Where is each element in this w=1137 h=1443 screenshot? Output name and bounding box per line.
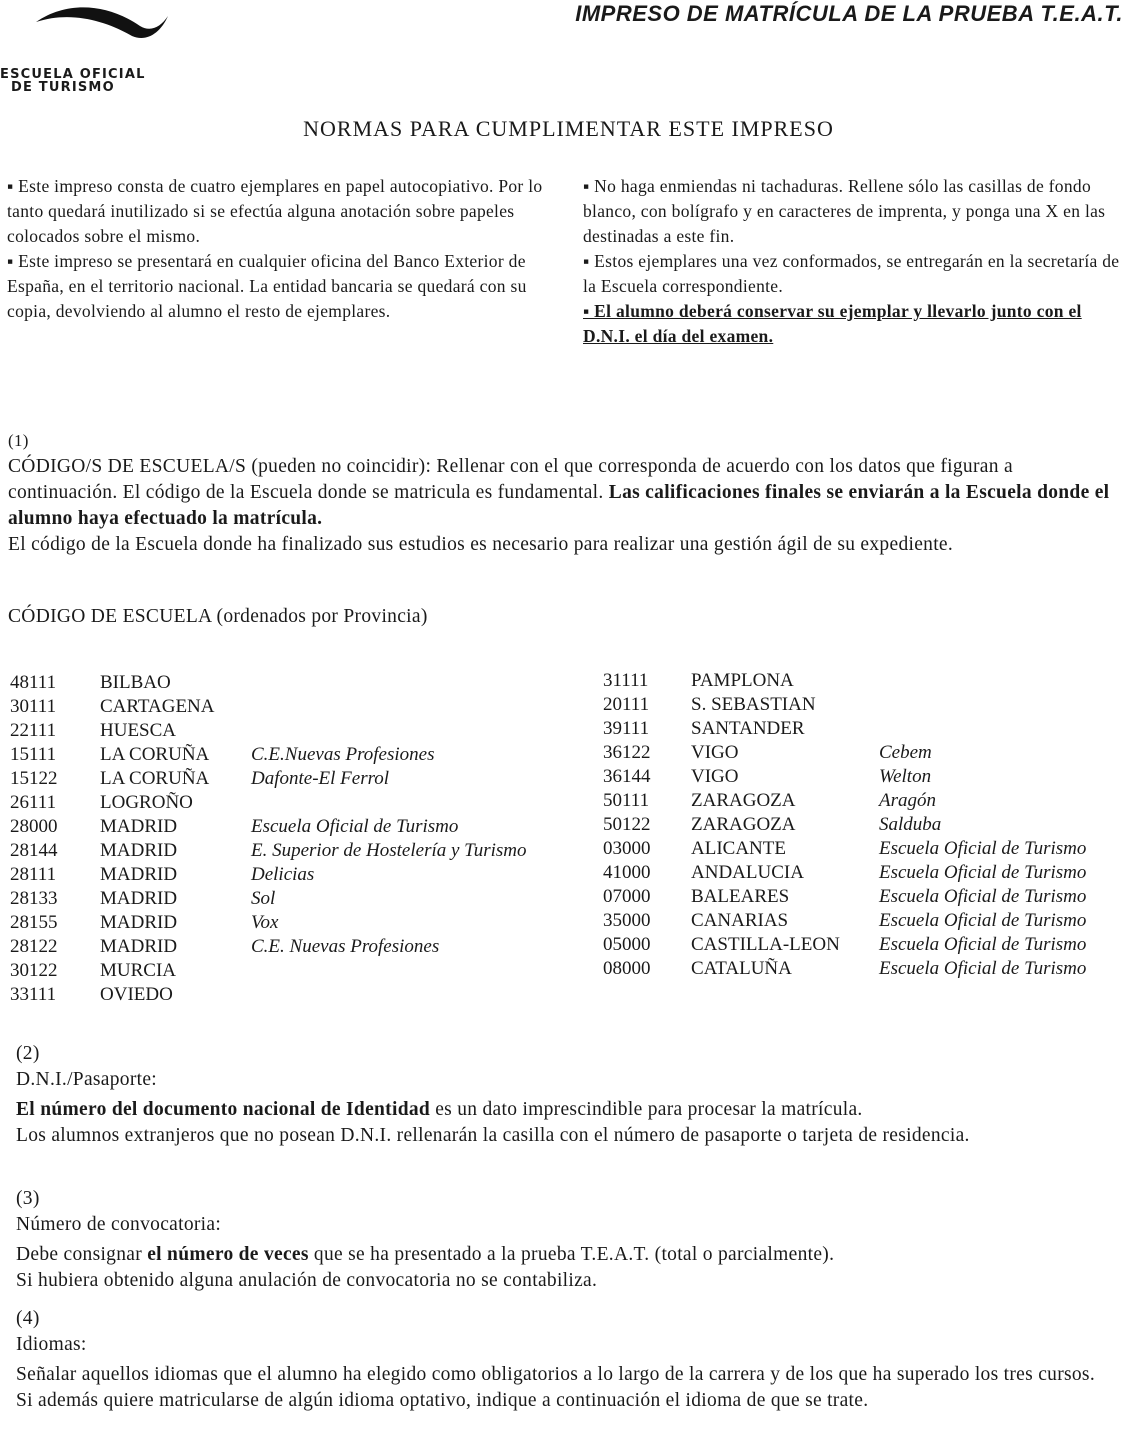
rule-paragraph: ▪ Este impreso consta de cuatro ejemplares en papel autocopiativo. Por lo tanto quedará inutilizado si se efectúa alguna anotación sobre papeles colocados sobre el mismo. [7,176,543,246]
list-item [603,837,1123,861]
section-2-text [16,1097,1131,1123]
school-code: 28111 [10,864,57,885]
school-city: MADRID [100,888,178,909]
school-code: 08000 [603,958,651,979]
school-city: VIGO [691,766,739,787]
school-city: OVIEDO [100,984,173,1005]
list-item [10,815,580,839]
school-name: Delicias [251,864,315,885]
rules-left-column [7,174,547,324]
list-item [603,885,1123,909]
list-item [603,693,1123,717]
form-title: IMPRESO DE MATRÍCULA DE LA PRUEBA T.E.A.T. [575,1,1123,26]
section-number: (3) [16,1188,40,1209]
list-item [10,959,580,983]
section-label: Número de convocatoria: [16,1214,222,1235]
school-code: 05000 [603,934,651,955]
school-name: Escuela Oficial de Turismo [879,958,1087,979]
section-4-text-b: Si además quiere matricularse de algún idioma optativo, indique a continuación el idioma de que se trate. [16,1390,869,1411]
list-item [603,861,1123,885]
school-code: 03000 [603,838,651,859]
school-city: ALICANTE [691,838,786,859]
logo [0,0,190,100]
school-code: 50111 [603,790,650,811]
list-item [603,813,1123,837]
school-code: 28155 [10,912,58,933]
logo-line-1: ESCUELA OFICIAL [0,67,146,82]
section-1-text-bold: Las calificaciones finales se enviarán a la Escuela donde el alumno haya efectuado la matrícula. [8,482,1110,529]
section-3-bold: el número de veces [147,1244,309,1265]
section-3-post: que se ha presentado a la prueba T.E.A.T. (total o parcialmente). [308,1244,835,1265]
section-number: (4) [16,1308,40,1329]
school-name: Escuela Oficial de Turismo [251,816,459,837]
school-code: 15122 [10,768,58,789]
school-city: HUESCA [100,720,177,741]
list-item [603,933,1123,957]
section-3-text [16,1242,1131,1268]
list-item [10,863,580,887]
school-city: MADRID [100,840,178,861]
list-item [10,671,580,695]
list-item [10,767,580,791]
rule-paragraph: ▪ Este impreso se presentará en cualquier oficina del Banco Exterior de España, en el territorio nacional. La entidad bancaria se quedará con su copia, devolviendo al alumno el resto de ejemplares. [7,251,527,321]
list-item [603,741,1123,765]
school-city: S. SEBASTIAN [691,694,816,715]
school-code: 36122 [603,742,651,763]
list-item [10,791,580,815]
school-code: 31111 [603,670,649,691]
logo-line-2: DE TURISMO [11,80,115,95]
list-item [10,935,580,959]
section-number: (1) [8,431,29,450]
school-city: MADRID [100,936,178,957]
school-code: 30111 [10,696,57,717]
school-code: 28133 [10,888,58,909]
school-code: 41000 [603,862,651,883]
school-name: C.E.Nuevas Profesiones [251,744,435,765]
section-2 [16,1041,1131,1149]
school-city: BALEARES [691,886,790,907]
school-city: ANDALUCIA [691,862,804,883]
school-list-left [10,671,580,1007]
school-list-right [603,669,1123,981]
school-name: Salduba [879,814,942,835]
list-item [10,839,580,863]
school-code: 15111 [10,744,57,765]
school-name: Escuela Oficial de Turismo [879,910,1087,931]
school-code: 48111 [10,672,57,693]
section-label: Idiomas: [16,1334,87,1355]
school-code: 22111 [10,720,57,741]
school-city: LOGROÑO [100,792,193,813]
school-city: SANTANDER [691,718,805,739]
school-code: 20111 [603,694,650,715]
rule-paragraph: ▪ No haga enmiendas ni tachaduras. Rellene sólo las casillas de fondo blanco, con bolígrafo y en caracteres de imprenta, y ponga una X en las destinadas a este fin. [583,176,1106,246]
section-3-text-b: Si hubiera obtenido alguna anulación de convocatoria no se contabiliza. [16,1270,598,1291]
school-city: VIGO [691,742,739,763]
school-city: MADRID [100,864,178,885]
school-city: CANARIAS [691,910,789,931]
school-code: 30122 [10,960,58,981]
school-list-title: CÓDIGO DE ESCUELA (ordenados por Provincia) [8,606,428,627]
school-name: Aragón [879,790,936,811]
school-name: Escuela Oficial de Turismo [879,862,1087,883]
school-code: 36144 [603,766,651,787]
school-name: Cebem [879,742,932,763]
rule-paragraph-important: ▪ El alumno deberá conservar su ejemplar y llevarlo junto con el D.N.I. el día del examen. [583,301,1082,346]
list-item [603,717,1123,741]
school-code: 28122 [10,936,58,957]
section-1-text-b: El código de la Escuela donde ha finalizado sus estudios es necesario para realizar una gestión ágil de su expediente. [8,534,954,555]
list-item [603,669,1123,693]
list-item [603,789,1123,813]
school-city: ZARAGOZA [691,814,796,835]
school-code: 07000 [603,886,651,907]
list-item [10,983,580,1007]
section-4-text-a: Señalar aquellos idiomas que el alumno ha elegido como obligatorios a lo largo de la carrera y de los que ha superado los tres cursos. [16,1364,1095,1385]
school-name: E. Superior de Hostelería y Turismo [251,840,527,861]
school-city: LA CORUÑA [100,744,210,765]
school-code: 39111 [603,718,650,739]
section-3-pre: Debe consignar [16,1244,148,1265]
rule-paragraph: ▪ Estos ejemplares una vez conformados, se entregarán en la secretaría de la Escuela correspondiente. [583,251,1120,296]
school-name: Vox [251,912,279,933]
section-3 [16,1186,1131,1294]
section-4 [16,1306,1131,1414]
school-city: BILBAO [100,672,171,693]
school-city: CARTAGENA [100,696,215,717]
school-code: 26111 [10,792,57,813]
school-code: 35000 [603,910,651,931]
list-item [603,957,1123,981]
school-code: 28000 [10,816,58,837]
page-heading: NORMAS PARA CUMPLIMENTAR ESTE IMPRESO [303,116,834,141]
school-code: 28144 [10,840,58,861]
list-item [10,719,580,743]
section-1-text [8,454,1123,532]
school-city: MURCIA [100,960,177,981]
list-item [603,765,1123,789]
logo-swoosh-icon [28,0,178,44]
school-name: Sol [251,888,276,909]
list-item [10,887,580,911]
school-city: PAMPLONA [691,670,794,691]
section-1 [8,428,1123,558]
school-code: 33111 [10,984,57,1005]
section-2-text-a: es un dato imprescindible para procesar la matrícula. [430,1099,863,1120]
school-city: CATALUÑA [691,958,792,979]
list-item [10,743,580,767]
section-2-bold: El número del documento nacional de Identidad [16,1099,431,1120]
school-city: LA CORUÑA [100,768,210,789]
list-item [10,695,580,719]
school-city: MADRID [100,912,178,933]
section-label: D.N.I./Pasaporte: [16,1069,158,1090]
school-name: C.E. Nuevas Profesiones [251,936,440,957]
school-city: ZARAGOZA [691,790,796,811]
school-code: 50122 [603,814,651,835]
school-name: Escuela Oficial de Turismo [879,934,1087,955]
school-city: MADRID [100,816,178,837]
school-city: CASTILLA-LEON [691,934,840,955]
school-name: Dafonte-El Ferrol [251,768,390,789]
section-number: (2) [16,1043,40,1064]
school-name: Escuela Oficial de Turismo [879,886,1087,907]
school-name: Welton [879,766,932,787]
list-item [10,911,580,935]
section-2-text-b: Los alumnos extranjeros que no posean D.N.I. rellenarán la casilla con el número de pasaporte o tarjeta de residencia. [16,1125,970,1146]
section-1-text-a: CÓDIGO/S DE ESCUELA/S (pueden no coincidir): Rellenar con el que corresponda de acuerdo con los datos que figuran a continuación. El código de la Escuela donde se matricula es fundamental. [8,456,1013,503]
school-name: Escuela Oficial de Turismo [879,838,1087,859]
list-item [603,909,1123,933]
rules-right-column [583,174,1123,349]
